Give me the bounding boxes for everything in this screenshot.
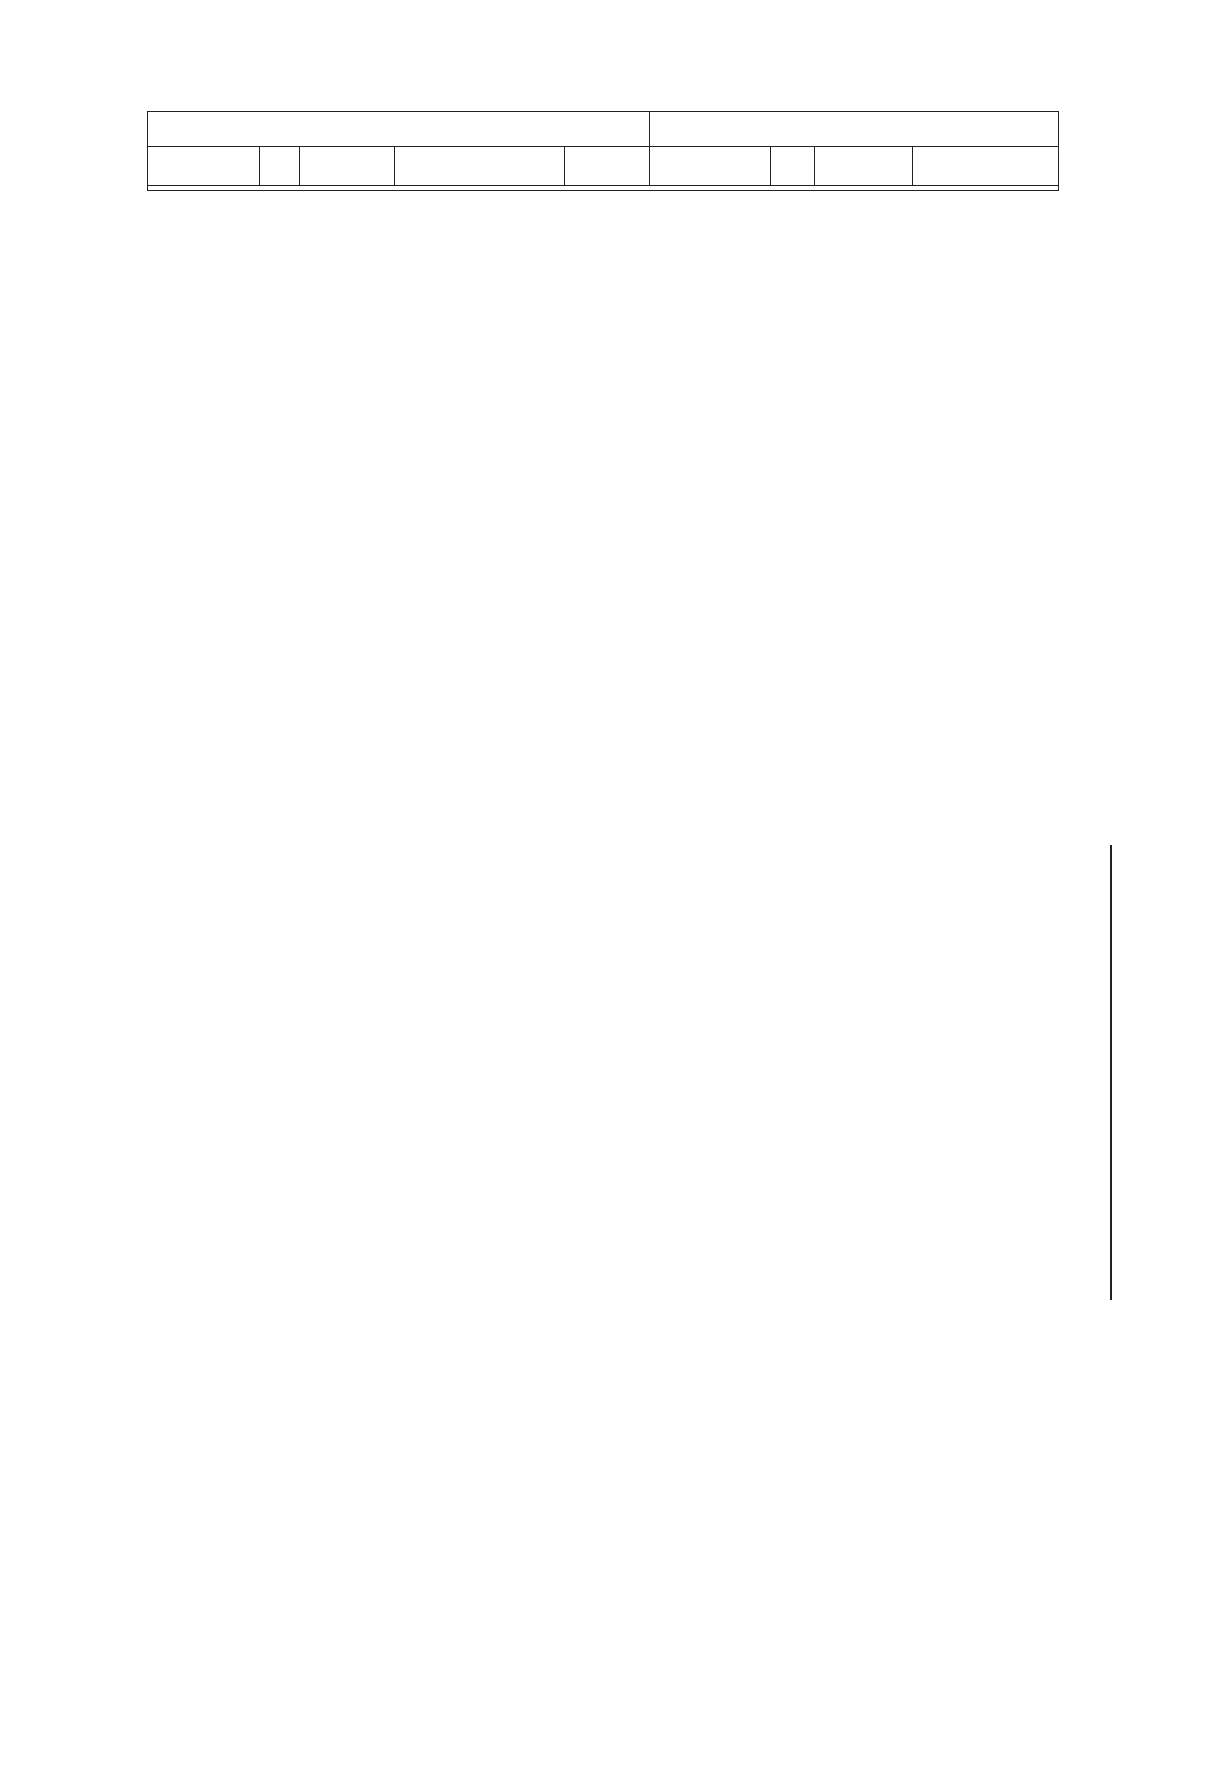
column-header bbox=[650, 147, 771, 186]
menus-heading-row bbox=[1040, 840, 1100, 1770]
poultry-temp bbox=[541, 683, 558, 702]
menu-methods-column bbox=[100, 1195, 1030, 1595]
column-header bbox=[148, 147, 260, 186]
column-header bbox=[260, 147, 300, 186]
menu1-ingredients-column bbox=[100, 840, 1030, 1180]
fan-oven-heading bbox=[650, 112, 1059, 147]
top-oven-heading bbox=[148, 112, 650, 147]
column-header bbox=[913, 147, 1059, 186]
oven-temperature-table bbox=[147, 111, 1059, 191]
column-header bbox=[395, 147, 565, 186]
menus-section bbox=[115, 840, 1100, 1770]
column-header bbox=[565, 147, 650, 186]
divider-line bbox=[1110, 845, 1112, 1300]
column-header bbox=[300, 147, 395, 186]
column-header bbox=[815, 147, 913, 186]
column-header bbox=[771, 147, 815, 186]
foil-warning bbox=[148, 186, 1059, 191]
